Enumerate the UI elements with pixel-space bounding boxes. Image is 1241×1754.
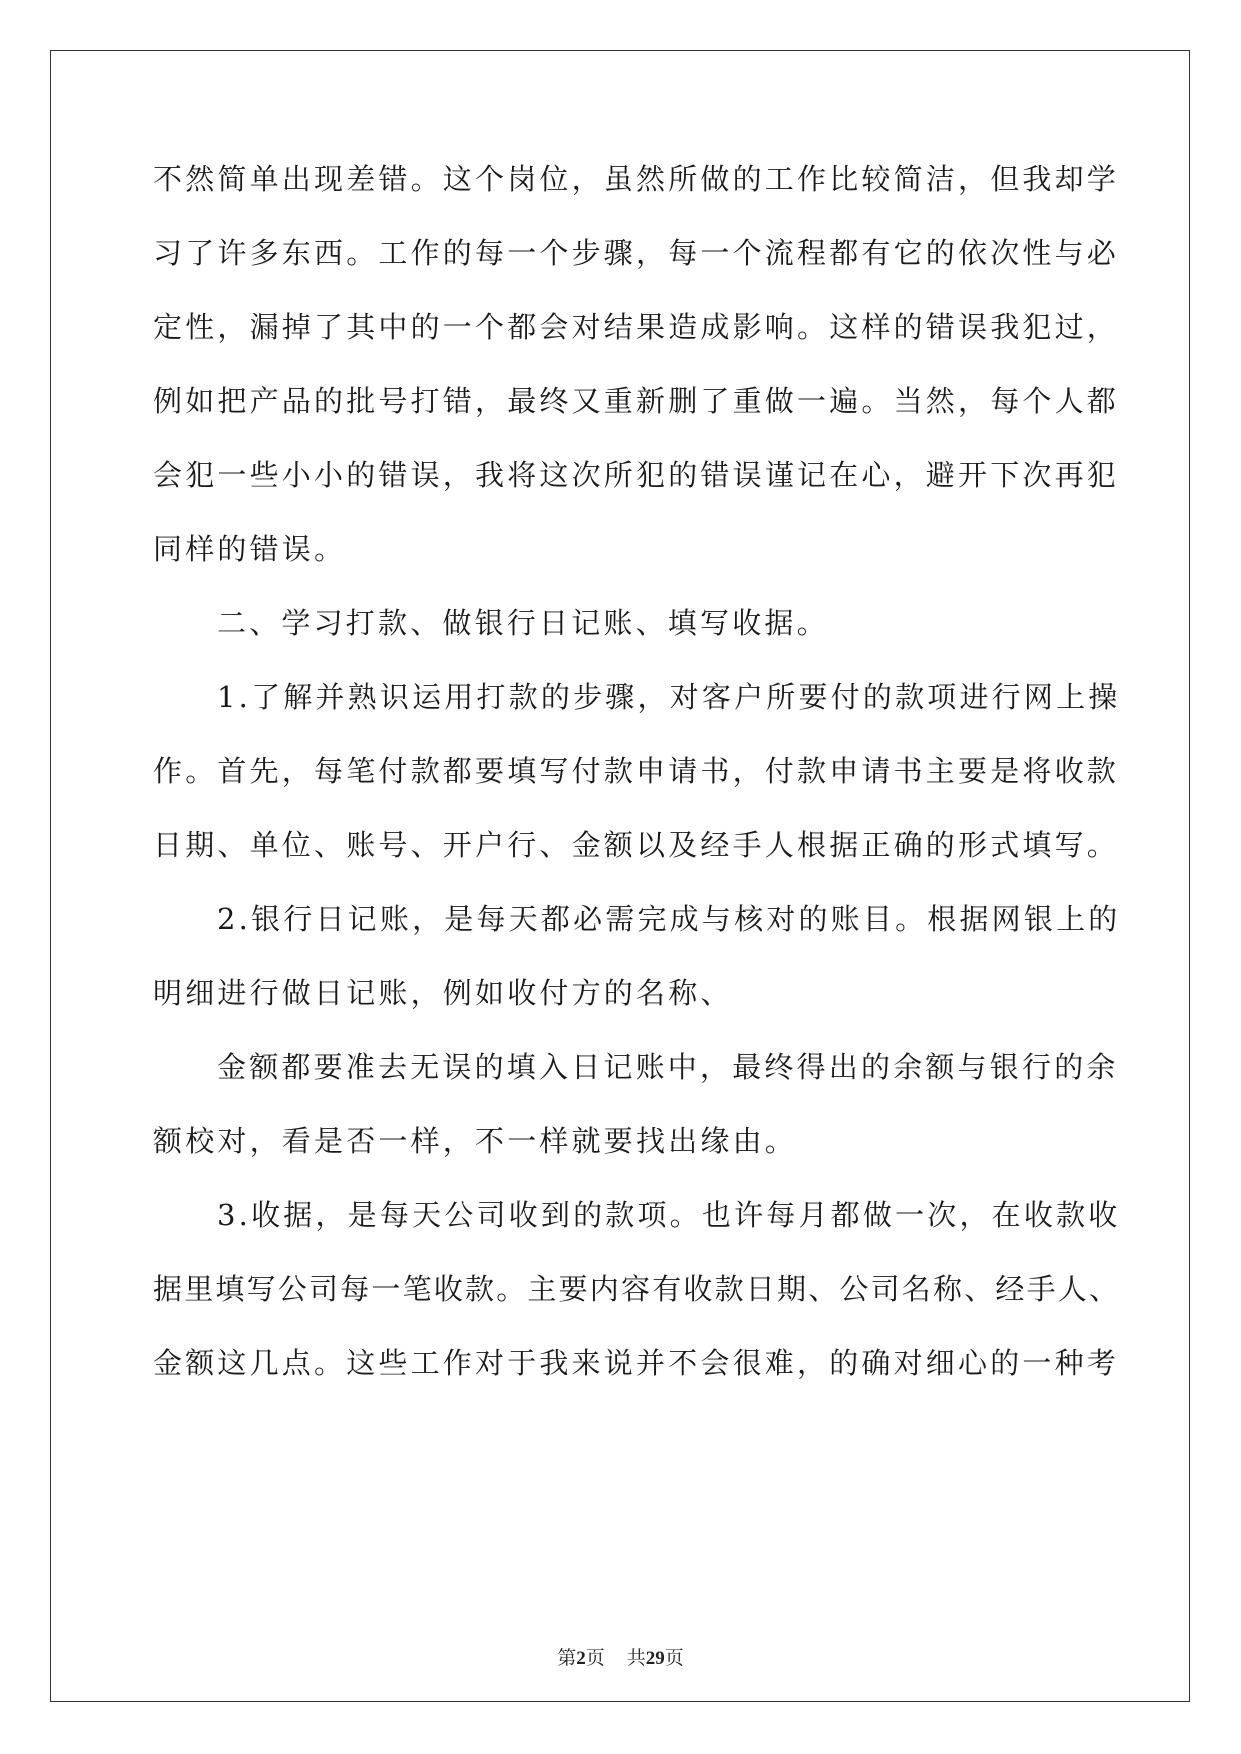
paragraph-line: 金额这几点。这些工作对于我来说并不会很难，的确对细心的一种考 (153, 1346, 1120, 1380)
paragraph-line: 日期、单位、账号、开户行、金额以及经手人根据正确的形式填写。 (153, 828, 1120, 862)
paragraph-line: 据里填写公司每一笔收款。主要内容有收款日期、公司名称、经手人、 (153, 1272, 1121, 1306)
paragraph-line: 不然简单出现差错。这个岗位，虽然所做的工作比较简洁，但我却学 (153, 162, 1120, 196)
page-suffix: 页 (585, 1647, 605, 1669)
paragraph-line: 1.了解并熟识运用打款的步骤，对客户所要付的款项进行网上操 (217, 680, 1121, 714)
page-number: 2 (576, 1648, 586, 1669)
document-body (153, 162, 1121, 1420)
section-heading: 二、学习打款、做银行日记账、填写收据。 (217, 606, 829, 640)
total-suffix: 页 (664, 1647, 684, 1669)
paragraph-line: 明细进行做日记账，例如收付方的名称、 (153, 976, 733, 1010)
page-prefix: 第 (557, 1647, 577, 1669)
paragraph-line: 会犯一些小小的错误，我将这次所犯的错误谨记在心，避开下次再犯 (153, 458, 1120, 492)
page-footer (0, 1646, 1241, 1671)
paragraph-line: 金额都要准去无误的填入日记账中，最终得出的余额与银行的余 (217, 1050, 1119, 1084)
paragraph-line: 同样的错误。 (153, 532, 347, 566)
paragraph-line: 额校对，看是否一样，不一样就要找出缘由。 (153, 1124, 798, 1158)
paragraph-line: 3.收据，是每天公司收到的款项。也许每月都做一次，在收款收 (217, 1198, 1121, 1232)
paragraph-line: 定性，漏掉了其中的一个都会对结果造成影响。这样的错误我犯过， (153, 310, 1120, 344)
total-prefix: 共 (626, 1647, 646, 1669)
total-pages: 29 (645, 1648, 665, 1669)
paragraph-line: 2.银行日记账，是每天都必需完成与核对的账目。根据网银上的 (217, 902, 1121, 936)
paragraph-line: 作。首先，每笔付款都要填写付款申请书，付款申请书主要是将收款 (153, 754, 1120, 788)
paragraph-line: 习了许多东西。工作的每一个步骤，每一个流程都有它的依次性与必 (153, 236, 1120, 270)
paragraph-line: 例如把产品的批号打错，最终又重新删了重做一遍。当然，每个人都 (153, 384, 1120, 418)
